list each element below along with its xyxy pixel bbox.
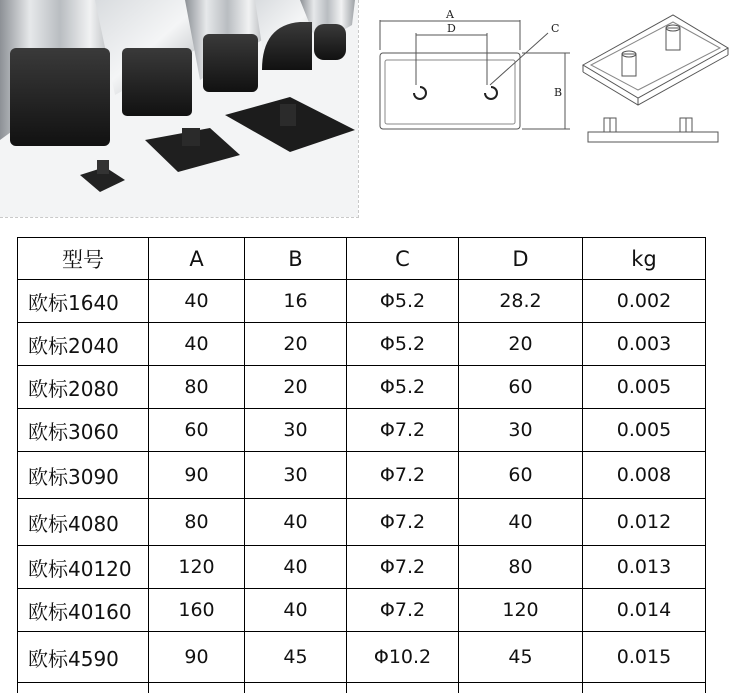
cell-kg: 0.002 bbox=[583, 280, 706, 323]
dim-label-b: B bbox=[554, 86, 562, 99]
cell-a: 80 bbox=[149, 366, 245, 409]
cell-model: 欧标3060 bbox=[18, 409, 149, 452]
dim-label-c: C bbox=[551, 22, 559, 35]
cell-d: 80 bbox=[459, 546, 583, 589]
cell-c: Φ7.2 bbox=[347, 499, 459, 546]
cell-b: 40 bbox=[245, 589, 347, 632]
spec-table bbox=[17, 237, 706, 693]
cell-b: 20 bbox=[245, 366, 347, 409]
cell-model: 欧标40120 bbox=[18, 546, 149, 589]
cell-kg: 0.008 bbox=[583, 452, 706, 499]
cell-a: 120 bbox=[149, 546, 245, 589]
cell-a: 80 bbox=[149, 499, 245, 546]
cell-kg: 0.013 bbox=[583, 546, 706, 589]
table-row bbox=[18, 499, 706, 546]
cell-kg: 0.003 bbox=[583, 323, 706, 366]
cell-kg: 0.015 bbox=[583, 632, 706, 683]
cell-c: Φ7.2 bbox=[347, 452, 459, 499]
cell-d: 30 bbox=[459, 409, 583, 452]
cell-c: Φ5.2 bbox=[347, 366, 459, 409]
cell-model: 欧标4080 bbox=[18, 499, 149, 546]
cell-d: 120 bbox=[459, 589, 583, 632]
cell-b: 40 bbox=[245, 499, 347, 546]
table-row bbox=[18, 409, 706, 452]
col-header-a: A bbox=[149, 238, 245, 280]
cell-a: 60 bbox=[149, 409, 245, 452]
table-row bbox=[18, 589, 706, 632]
cell-d: 40 bbox=[459, 499, 583, 546]
cell-model: 欧标40160 bbox=[18, 589, 149, 632]
dim-label-a: A bbox=[445, 8, 455, 21]
col-header-d: D bbox=[459, 238, 583, 280]
cell-b: 40 bbox=[245, 546, 347, 589]
cell-b: 20 bbox=[245, 323, 347, 366]
col-header-model: 型号 bbox=[18, 238, 149, 280]
col-header-c: C bbox=[347, 238, 459, 280]
cell-c: Φ5.2 bbox=[347, 323, 459, 366]
cell-d: 20 bbox=[459, 323, 583, 366]
cell-a: 40 bbox=[149, 323, 245, 366]
table-row bbox=[18, 366, 706, 409]
cell-d: 60 bbox=[459, 452, 583, 499]
cell-kg: 0.012 bbox=[583, 499, 706, 546]
cell-kg: 0.005 bbox=[583, 366, 706, 409]
cell-c: Φ7.2 bbox=[347, 409, 459, 452]
cell-d: 60 bbox=[459, 366, 583, 409]
cell-a: 90 bbox=[149, 452, 245, 499]
cell-kg: 0.014 bbox=[583, 589, 706, 632]
cell-a: 40 bbox=[149, 280, 245, 323]
cell-model: 欧标2080 bbox=[18, 366, 149, 409]
cell-d: 28.2 bbox=[459, 280, 583, 323]
cell-model: 欧标1640 bbox=[18, 280, 149, 323]
table-row bbox=[18, 546, 706, 589]
cell-model: 欧标2040 bbox=[18, 323, 149, 366]
cell-kg: 0.005 bbox=[583, 409, 706, 452]
table-header-row bbox=[18, 238, 706, 280]
isometric-drawing bbox=[578, 10, 733, 155]
cell-c: Φ7.2 bbox=[347, 589, 459, 632]
table-row bbox=[18, 280, 706, 323]
dim-label-d: D bbox=[447, 22, 456, 35]
cell-b: 16 bbox=[245, 280, 347, 323]
dimension-drawing bbox=[370, 5, 580, 145]
cell-c: Φ7.2 bbox=[347, 546, 459, 589]
cell-model: 欧标4590 bbox=[18, 632, 149, 683]
product-photo bbox=[0, 0, 359, 218]
cell-d: 45 bbox=[459, 632, 583, 683]
table-row bbox=[18, 452, 706, 499]
end-cap-photo-illustration bbox=[0, 0, 358, 217]
cell-model: 欧标3090 bbox=[18, 452, 149, 499]
cell-b: 30 bbox=[245, 452, 347, 499]
table-row bbox=[18, 323, 706, 366]
cell-c: Φ10.2 bbox=[347, 632, 459, 683]
cell-a: 90 bbox=[149, 632, 245, 683]
cell-a: 160 bbox=[149, 589, 245, 632]
cell-b: 30 bbox=[245, 409, 347, 452]
cell-c: Φ5.2 bbox=[347, 280, 459, 323]
col-header-kg: kg bbox=[583, 238, 706, 280]
table-row bbox=[18, 632, 706, 683]
cell-b: 45 bbox=[245, 632, 347, 683]
col-header-b: B bbox=[245, 238, 347, 280]
